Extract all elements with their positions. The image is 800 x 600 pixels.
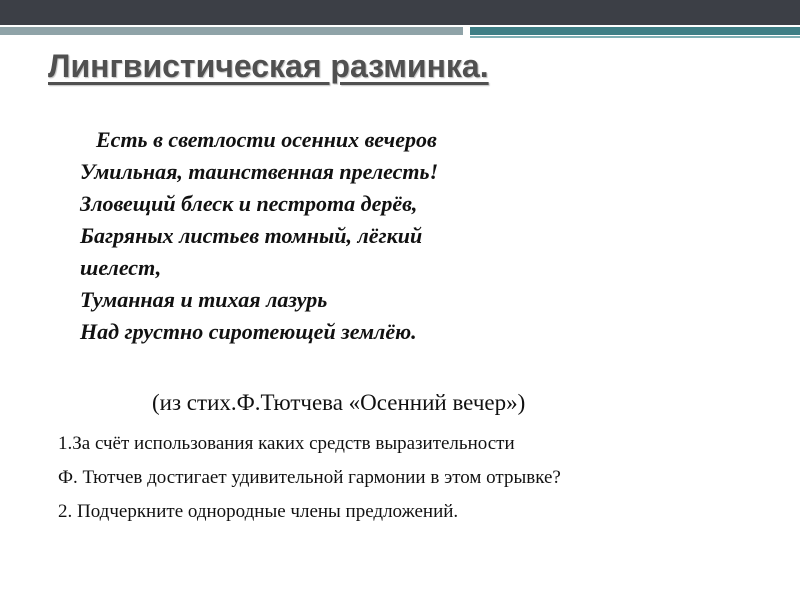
poem-line: Над грустно сиротеющей землёю. <box>80 319 417 344</box>
poem-line: Есть в светлости осенних вечеров <box>96 127 437 152</box>
question-line: 2. Подчеркните однородные члены предложений. <box>58 501 459 522</box>
slide-header-stripe-left <box>0 27 470 35</box>
poem-line: Умильная, таинственная прелесть! <box>80 159 439 184</box>
slide-header-stripe-right <box>470 27 800 35</box>
slide-title: Лингвистическая разминка. <box>48 48 489 84</box>
slide-header-accent-line <box>470 36 800 38</box>
slide-header-bar <box>0 0 800 25</box>
poem-line: шелест, <box>80 255 162 280</box>
poem-source: (из стих.Ф.Тютчева «Осенний вечер») <box>152 390 526 415</box>
question-line: 1.За счёт использования каких средств выразительности <box>58 433 515 454</box>
poem-line: Зловещий блеск и пестрота дерёв, <box>80 191 418 216</box>
task-questions <box>58 427 561 529</box>
poem-line: Туманная и тихая лазурь <box>80 287 328 312</box>
question-line: Ф. Тютчев достигает удивительной гармонии в этом отрывке? <box>58 467 561 488</box>
poem-line: Багряных листьев томный, лёгкий <box>80 223 423 248</box>
poem-block <box>80 124 438 348</box>
slide-header-divider <box>463 25 470 39</box>
